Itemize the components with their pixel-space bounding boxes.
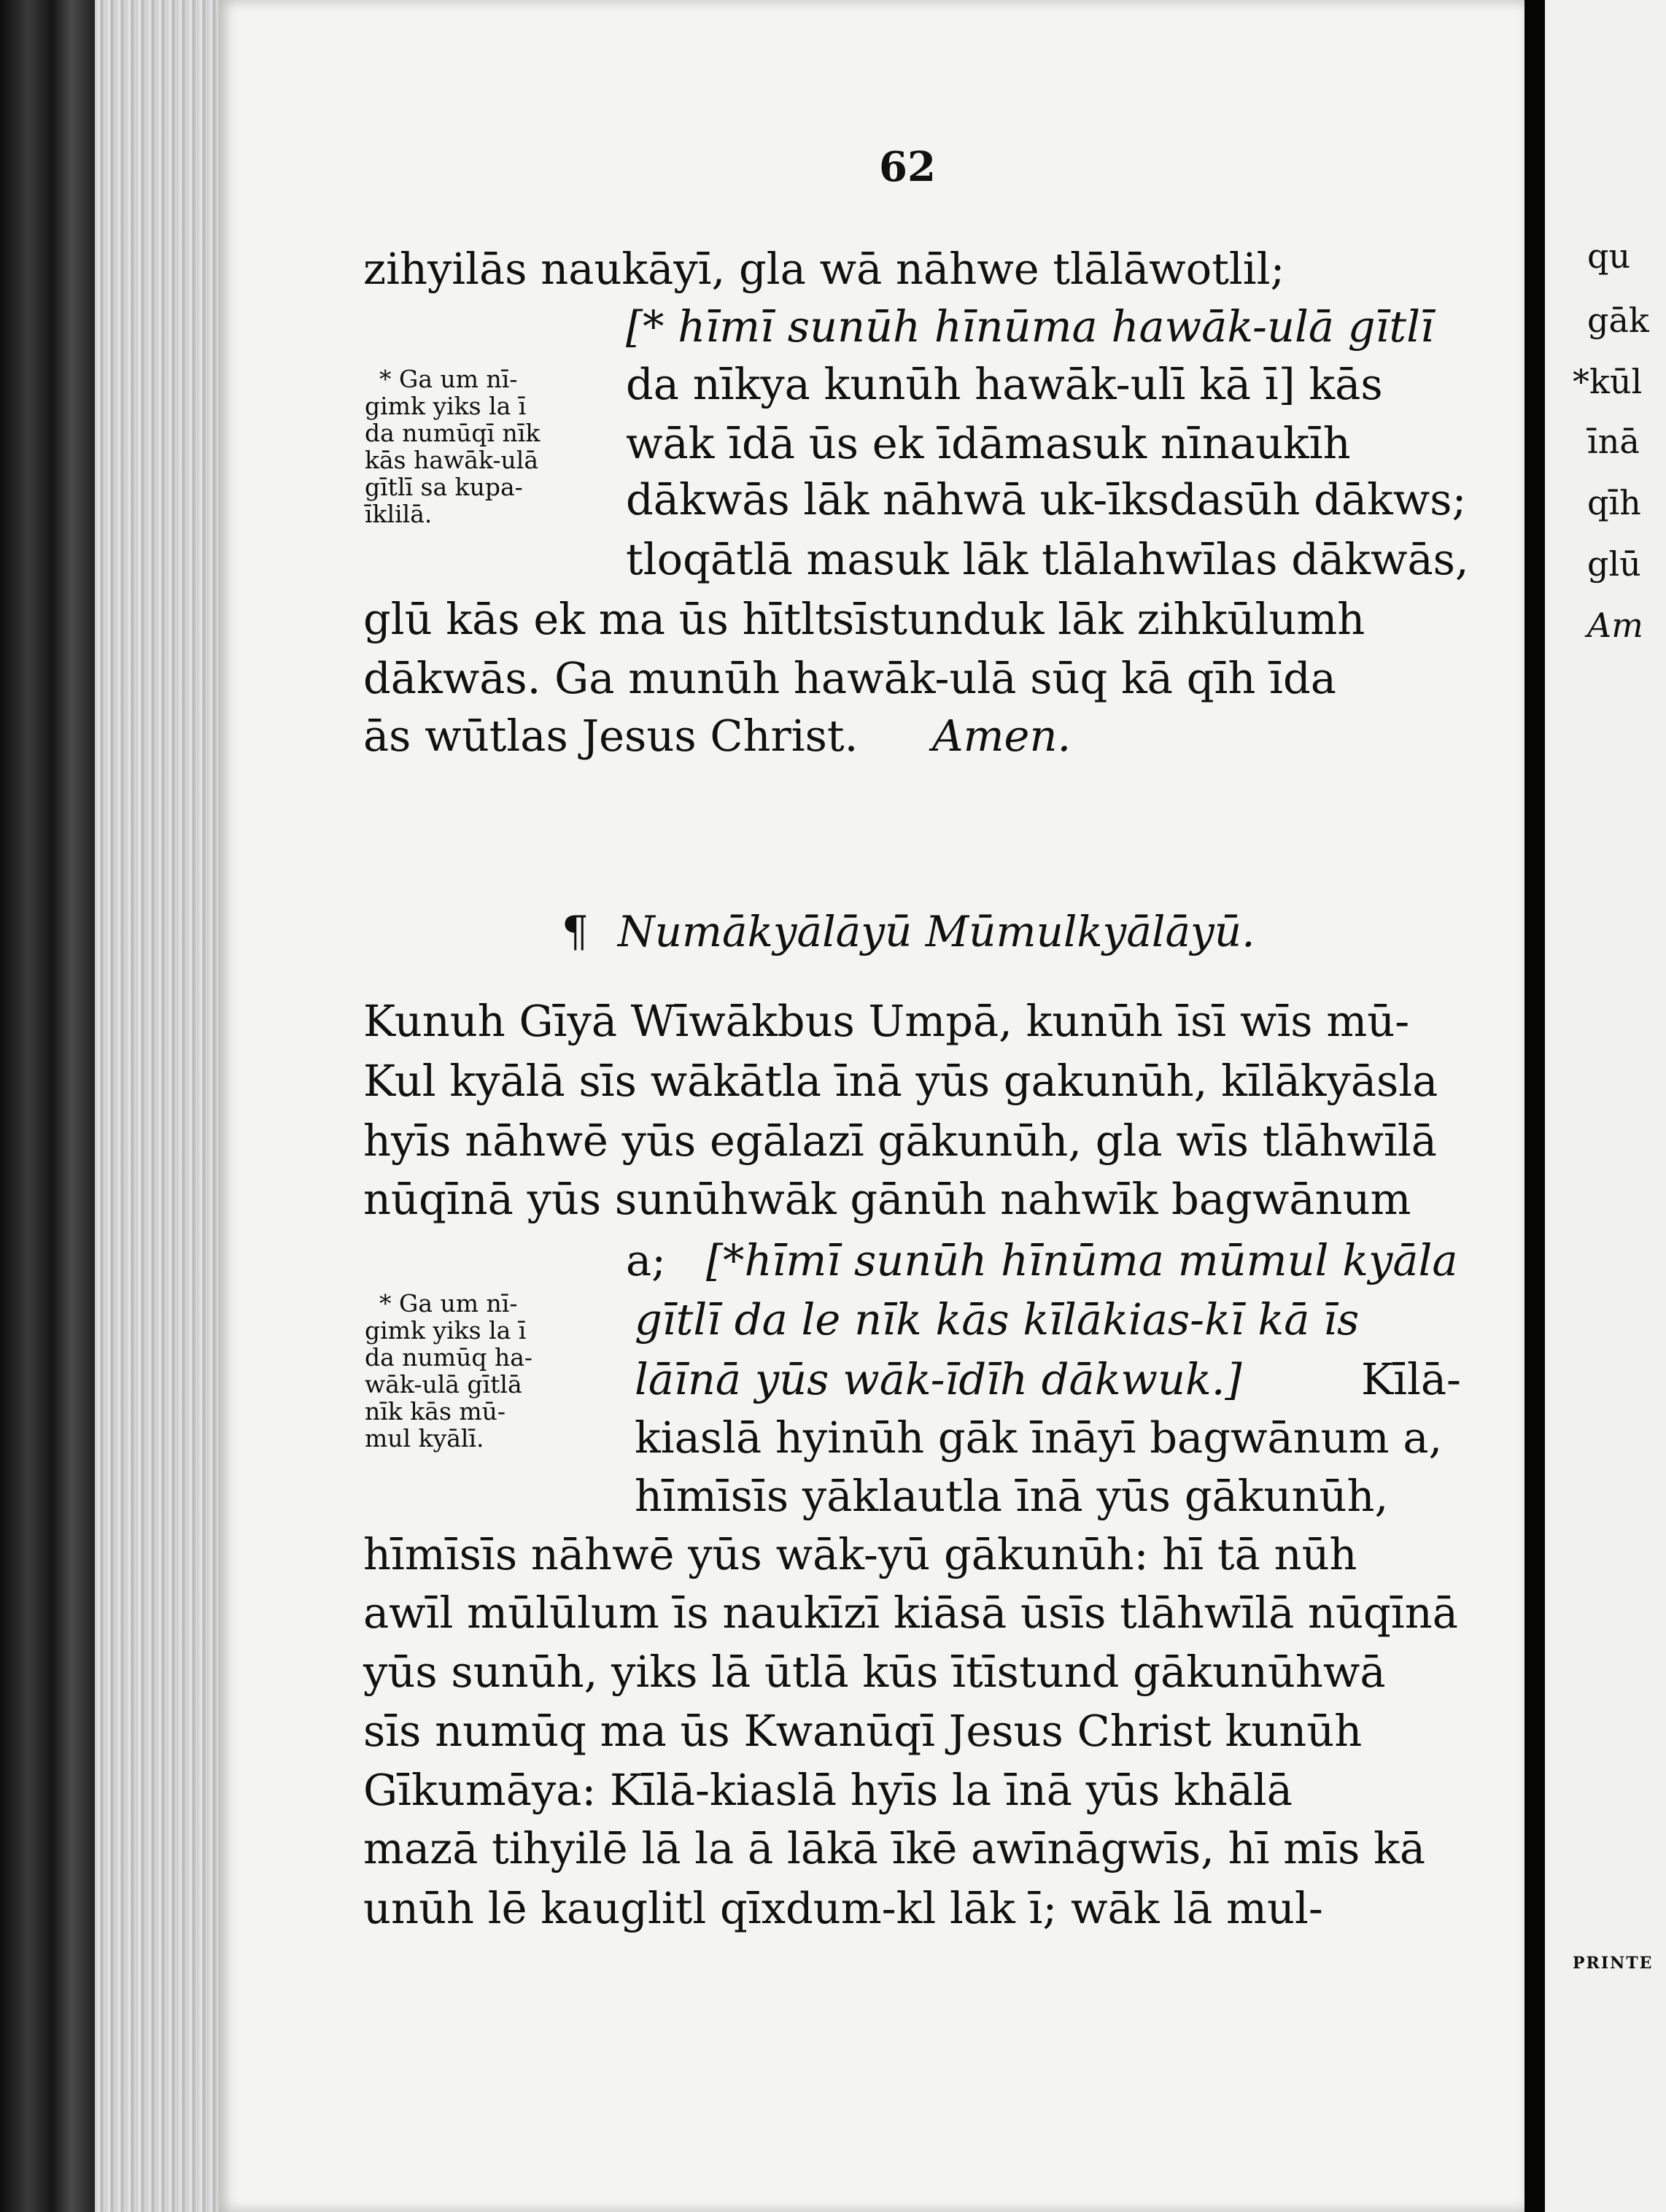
facing-page-text: *kūl: [1573, 362, 1643, 401]
text-line: tloqātlā masuk lāk tlālahwīlas dākwās,: [626, 534, 1469, 584]
page-number: 62: [879, 143, 936, 191]
text-line: unūh lē kauglitl qīxdum-kl lāk ī; wāk lā mul-: [363, 1883, 1323, 1933]
margin-note-line: nīk kās mū-: [365, 1397, 506, 1426]
text-line: gītlī da le nīk kās kīlākias-kī kā īs: [635, 1294, 1360, 1345]
amen-text: Amen.: [932, 711, 1072, 761]
margin-note-line: mul kyālī.: [365, 1424, 484, 1453]
margin-note-line: * Ga um nī-: [379, 365, 518, 393]
text-line: kiaslā hyinūh gāk īnāyī bagwānum a,: [635, 1412, 1443, 1463]
text-line: [* hīmī sunūh hīnūma hawāk-ulā gītlī: [626, 301, 1434, 352]
margin-note-line: * Ga um nī-: [379, 1289, 518, 1318]
margin-note-line: wāk-ulā gītlā: [365, 1370, 522, 1399]
text-line: lāīnā yūs wāk-īdīh dākwuk.]: [635, 1354, 1242, 1404]
facing-page-text: qu: [1587, 236, 1631, 276]
text-line: hīmīsīs nāhwē yūs wāk-yū gākunūh: hī tā nūh: [363, 1529, 1357, 1579]
text-line: hyīs nāhwē yūs egālazī gākunūh, gla wīs tlāhwīlā: [363, 1115, 1437, 1166]
text-line: Kīlā-: [1361, 1354, 1461, 1404]
text-line: a;: [626, 1235, 667, 1285]
text-line: sīs numūq ma ūs Kwanūqī Jesus Christ kunūh: [363, 1706, 1363, 1756]
text-line: zihyilās naukāyī, gla wā nāhwe tlālāwotlil;: [363, 244, 1285, 294]
margin-note-line: da numūq ha-: [365, 1343, 533, 1372]
margin-note-line: gimk yiks la ī: [365, 1316, 527, 1345]
margin-note-line: gītlī sa kupa-: [365, 473, 523, 501]
text-line: nūqīnā yūs sunūhwāk gānūh nahwīk bagwānum: [363, 1174, 1411, 1224]
facing-page-text: Am: [1587, 606, 1643, 645]
margin-note-line: gimk yiks la ī: [365, 392, 527, 420]
text-line: glū kās ek ma ūs hītltsīstunduk lāk zihkūlumh: [363, 594, 1365, 644]
text-line: awīl mūlūlum īs naukīzī kiāsā ūsīs tlāhwīlā nūqīnā: [363, 1588, 1458, 1638]
text-line: ās wūtlas Jesus Christ.: [363, 711, 859, 761]
margin-note-line: kās hawāk-ulā: [365, 446, 538, 474]
text-line: mazā tihyilē lā la ā lākā īkē awīnāgwīs, hī mīs kā: [363, 1823, 1426, 1873]
text-line: Gīkumāya: Kīlā-kiaslā hyīs la īnā yūs khālā: [363, 1765, 1293, 1815]
text-line: dākwās lāk nāhwā uk-īksdasūh dākws;: [626, 474, 1467, 525]
text-line: dākwās. Ga munūh hawāk-ulā sūq kā qīh īda: [363, 653, 1336, 703]
text-line: Kunuh Gīyā Wīwākbus Umpā, kunūh īsī wīs mū-: [363, 996, 1410, 1046]
facing-page-printer-mark: PRINTE: [1573, 1954, 1654, 1973]
facing-page-text: qīh: [1587, 483, 1641, 522]
text-line: yūs sunūh, yiks lā ūtlā kūs ītīstund gākunūhwā: [363, 1647, 1386, 1697]
text-line: wāk īdā ūs ek īdāmasuk nīnaukīh: [626, 418, 1351, 468]
text-line: da nīkya kunūh hawāk-ulī kā ī] kās: [626, 359, 1383, 409]
facing-page-text: īnā: [1587, 422, 1640, 461]
facing-page-text: gāk: [1587, 301, 1649, 340]
section-title: Numākyālāyū Mūmulkyālāyū.: [617, 907, 1255, 956]
book-spine-edge: [0, 0, 95, 2212]
section-heading: [562, 907, 1255, 956]
text-line: [*hīmī sunūh hīnūma mūmul kyāla: [706, 1235, 1458, 1285]
pilcrow-mark: ¶: [562, 907, 589, 956]
margin-note-line: īklilā.: [365, 500, 433, 528]
book-gutter: [1524, 0, 1545, 2212]
text-line: Kul kyālā sīs wākātla īnā yūs gakunūh, kīlākyāsla: [363, 1056, 1438, 1106]
margin-note-line: da numūqī nīk: [365, 419, 541, 447]
facing-page-fragment: [1545, 0, 1666, 2212]
text-line: hīmīsīs yāklautla īnā yūs gākunūh,: [635, 1471, 1389, 1521]
facing-page-text: glū: [1587, 544, 1641, 584]
